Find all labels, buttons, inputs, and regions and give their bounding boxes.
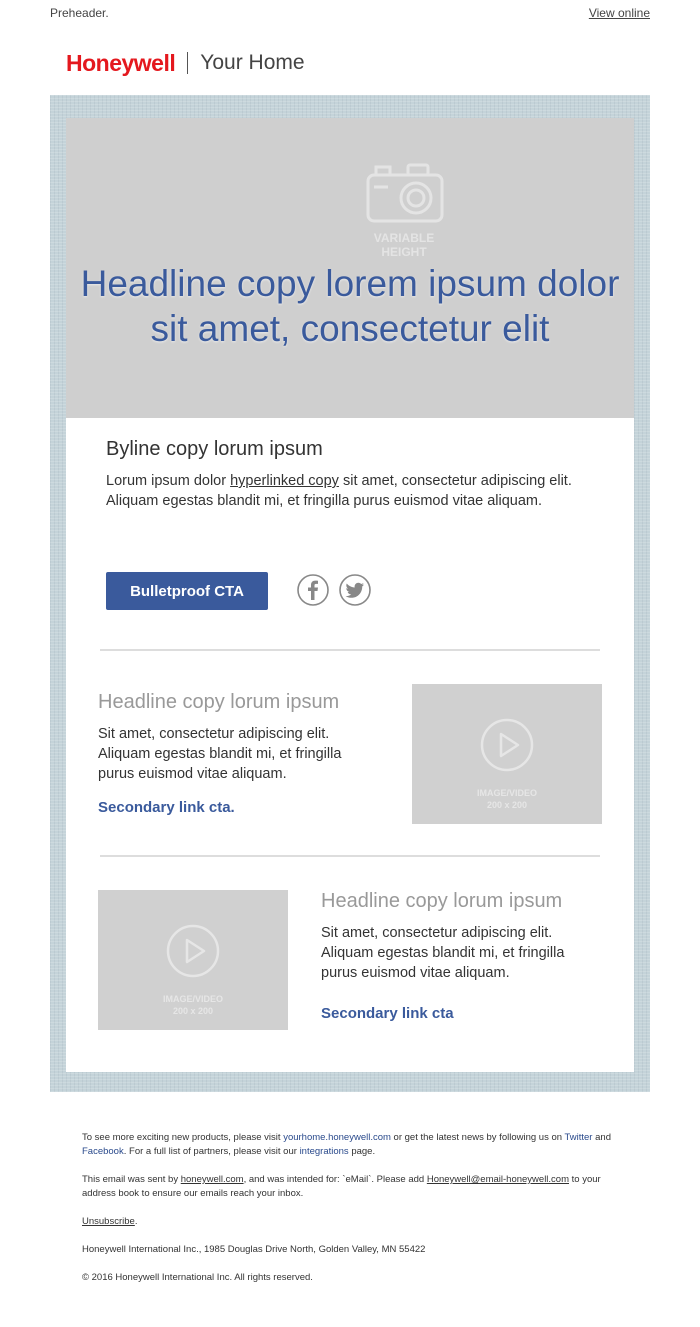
- brand-header: [66, 48, 305, 78]
- email-card: [66, 118, 634, 1072]
- yourhome-link[interactable]: yourhome.honeywell.com: [283, 1132, 391, 1143]
- section2-body: Sit amet, consectetur adipiscing elit. Aliquam egestas blandit mi, et fringilla purus euismod vitae aliquam.: [321, 925, 565, 981]
- play-icon: [166, 924, 220, 978]
- section2-media-placeholder[interactable]: IMAGE/VIDEO 200 x 200: [98, 890, 288, 1030]
- section1-body: Sit amet, consectetur adipiscing elit. Aliquam egestas blandit mi, et fringilla purus euismod vitae aliquam.: [98, 726, 342, 782]
- twitter-link[interactable]: Twitter: [564, 1132, 593, 1143]
- honeywell-link[interactable]: honeywell.com: [180, 1174, 244, 1185]
- integrations-link[interactable]: integrations: [299, 1146, 349, 1157]
- section1-headline: Headline copy lorum ipsum: [98, 691, 340, 713]
- brand-subtitle: Your Home: [200, 51, 305, 74]
- footer-unsubscribe: Unsubscribe.: [82, 1216, 138, 1227]
- unsubscribe-link[interactable]: Unsubscribe: [82, 1216, 135, 1227]
- camera-icon: [366, 163, 444, 223]
- twitter-icon[interactable]: [339, 574, 371, 606]
- footer-address: Honeywell International Inc., 1985 Douglas Drive North, Golden Valley, MN 55422: [82, 1244, 426, 1255]
- play-icon: [480, 718, 534, 772]
- hero-headline: Headline copy lorem ipsum dolor sit amet, consectetur elit: [80, 263, 620, 349]
- facebook-link[interactable]: Facebook: [82, 1146, 124, 1157]
- section1-media-placeholder[interactable]: IMAGE/VIDEO 200 x 200: [412, 684, 602, 824]
- intro-body: Lorum ipsum dolor hyperlinked copy sit amet, consectetur adipiscing elit. Aliquam egestas blandit mi, et fringilla purus euismod vitae aliquam.: [106, 473, 572, 509]
- section2-link[interactable]: Secondary link cta: [321, 1005, 454, 1022]
- brand-divider: [187, 52, 188, 74]
- facebook-icon[interactable]: [297, 574, 329, 606]
- section1-link[interactable]: Secondary link cta.: [98, 799, 235, 816]
- section2-headline: Headline copy lorum ipsum: [321, 890, 563, 912]
- sender-email-link[interactable]: Honeywell@email-honeywell.com: [426, 1174, 569, 1185]
- view-online-link[interactable]: View online: [588, 6, 650, 20]
- intro-hyperlink[interactable]: hyperlinked copy: [230, 473, 339, 489]
- section-divider: [100, 855, 600, 857]
- honeywell-logo[interactable]: Honeywell: [66, 49, 176, 76]
- hero-image: [66, 118, 634, 418]
- section-divider: [100, 649, 600, 651]
- footer-copyright: © 2016 Honeywell International Inc. All rights reserved.: [82, 1272, 313, 1283]
- footer-follow-text: To see more exciting new products, please visit yourhome.honeywell.com or get the latest news by following us on Twitter and Facebook. For a full list of partners, please visit our integrations page.: [82, 1132, 611, 1157]
- hero-placeholder-label: VARIABLE HEIGHT: [373, 231, 435, 259]
- bulletproof-cta-button[interactable]: Bulletproof CTA: [106, 572, 268, 610]
- byline: Byline copy lorum ipsum: [106, 438, 323, 460]
- footer-sender-text: This email was sent by honeywell.com, and was intended for: `eMail`. Please add Honeywell@email-honeywell.com to your address book to ensure our emails reach your inbox.: [82, 1174, 601, 1199]
- preheader-text: Preheader.: [50, 6, 109, 20]
